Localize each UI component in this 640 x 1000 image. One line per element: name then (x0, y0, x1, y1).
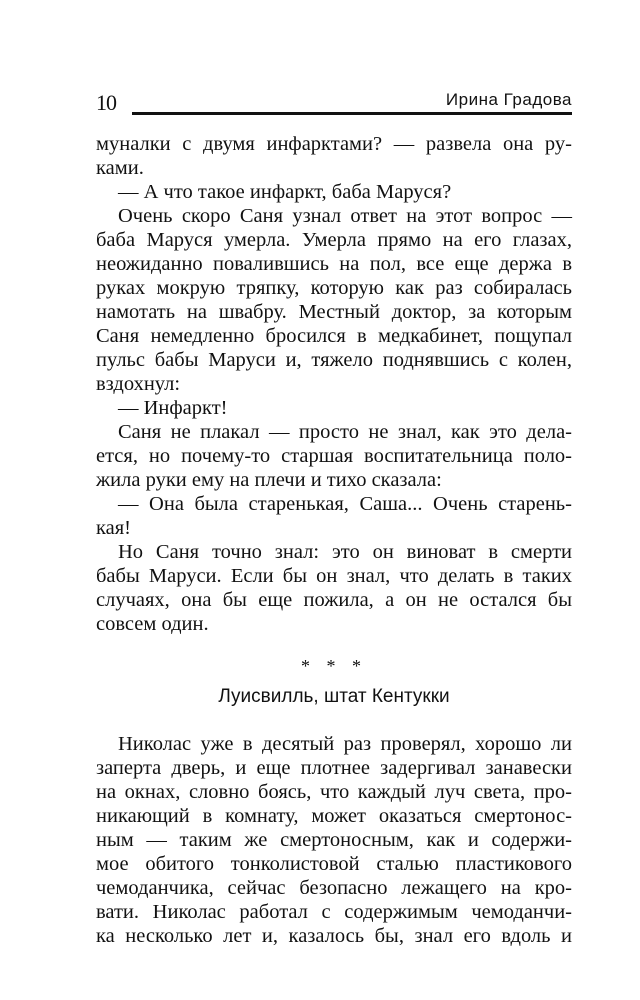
text-block-top (96, 132, 572, 636)
paragraph (96, 396, 572, 420)
text-line: руках мокрую тряпку, которую как раз собиралась (96, 277, 572, 299)
page-number: 10 (96, 90, 116, 115)
text-line: Саня немедленно бросился в медкабинет, пощупал (96, 325, 572, 347)
text-line: мое обитого тонколистовой сталью пластикового (96, 853, 572, 875)
text-line: жила руки ему на плечи и тихо сказала: (96, 469, 442, 491)
text-line: муналки с двумя инфарктами? — развела она ру- (96, 133, 572, 155)
text-line: — Она была старенькая, Саша... Очень старень- (118, 493, 572, 515)
text-line: — А что такое инфаркт, баба Маруся? (118, 181, 452, 203)
paragraph (96, 492, 572, 540)
text-line: вздохнул: (96, 373, 181, 395)
text-line: случаях, она бы еще пожила, а он не остался бы (96, 589, 572, 611)
text-line: бабы Маруси. Если бы он знал, что делать в таких (96, 565, 572, 587)
text-line: пульс бабы Маруси и, тяжело поднявшись с колен, (96, 349, 572, 371)
text-line: никающий в комнату, может оказаться смертонос- (96, 805, 572, 827)
text-line: намотать на швабру. Местный доктор, за которым (96, 301, 572, 323)
running-head (96, 86, 572, 122)
text-line: ется, но почему-то старшая воспитательница поло- (96, 445, 572, 467)
header-rule (132, 112, 572, 115)
text-line: ками. (96, 157, 144, 179)
text-line: Николас уже в десятый раз проверял, хорошо ли (118, 733, 572, 755)
paragraph (96, 180, 572, 204)
text-line: на окнах, словно боясь, что каждый луч света, про- (96, 781, 572, 803)
paragraph (96, 732, 572, 948)
section-separator: * * * (301, 656, 367, 676)
paragraph (96, 540, 572, 636)
paragraph (96, 132, 572, 180)
text-line: кая! (96, 517, 132, 539)
text-line: Очень скоро Саня узнал ответ на этот вопрос — (118, 205, 572, 227)
text-line: совсем один. (96, 613, 209, 635)
text-block-bottom (96, 732, 572, 948)
text-line: вати. Николас работал с содержимым чемоданчи- (96, 901, 572, 923)
text-line: баба Маруся умерла. Умерла прямо на его глазах, (96, 229, 572, 251)
text-line: — Инфаркт! (118, 397, 228, 419)
text-line: заперта дверь, и еще плотнее задергивал занавески (96, 757, 572, 779)
text-line: чемоданчика, сейчас безопасно лежащего на кро- (96, 877, 572, 899)
text-line: ным — таким же смертоносным, как и содержи- (96, 829, 572, 851)
text-line: ка несколько лет и, казалось бы, знал его вдоль и (96, 925, 572, 947)
text-line: Саня не плакал — просто не знал, как это дела- (118, 421, 572, 443)
book-page (96, 86, 572, 948)
text-line: Но Саня точно знал: это он виноват в смерти (118, 541, 572, 563)
paragraph (96, 420, 572, 492)
text-line: неожиданно повалившись на пол, все еще держа в (96, 253, 572, 275)
paragraph (96, 204, 572, 396)
body-text (96, 132, 572, 948)
section-heading: Луисвилль, штат Кентукки (218, 686, 450, 707)
author-name: Ирина Градова (438, 90, 572, 110)
